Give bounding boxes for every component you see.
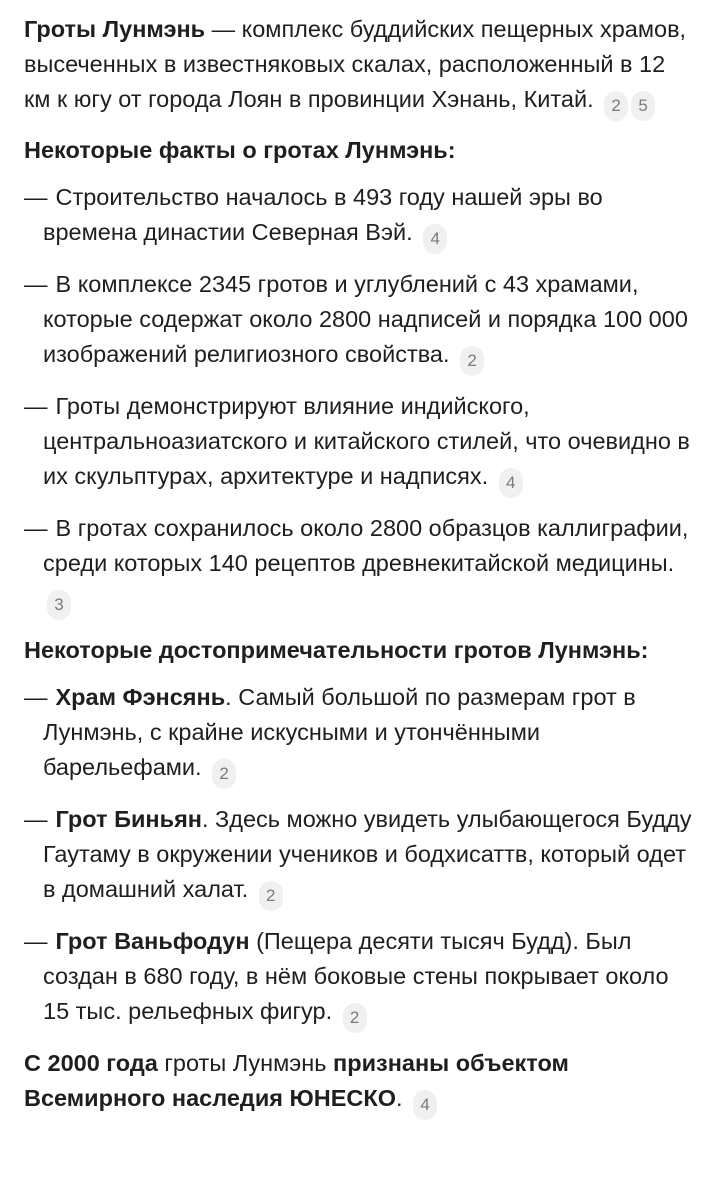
- source-ref-badge[interactable]: 4: [413, 1090, 437, 1120]
- fact-text: В комплексе 2345 гротов и углублений с 43 храмами, которые содержат около 2800 надписей и порядка 100 000 изображений религиозного свойства.: [43, 271, 688, 367]
- source-ref-badge[interactable]: 4: [499, 468, 523, 498]
- sight-text: (Пещера десяти тысяч Будд). Был создан в 680 году, в нём боковые стены покрывает около 15 тыс. рельефных фигур.: [43, 928, 669, 1024]
- source-ref-badge[interactable]: 3: [47, 590, 71, 620]
- sights-heading: Некоторые достопримечательности гротов Лунмэнь:: [24, 637, 649, 663]
- dash-bullet: —: [24, 271, 48, 297]
- dash-bullet: —: [24, 393, 48, 419]
- fact-text: Строительство началось в 493 году нашей эры во времена династии Северная Вэй.: [43, 184, 603, 245]
- source-ref-badge[interactable]: 4: [423, 224, 447, 254]
- sights-list: [24, 680, 696, 1033]
- conclusion-period: .: [396, 1085, 403, 1111]
- fact-text: В гротах сохранилось около 2800 образцов каллиграфии, среди которых 140 рецептов древнекитайской медицины.: [43, 515, 689, 576]
- list-item: [24, 924, 696, 1033]
- dash-bullet: —: [24, 515, 48, 541]
- list-item: [24, 802, 696, 911]
- dash-bullet: —: [24, 806, 48, 832]
- list-item: [24, 511, 696, 620]
- sight-text: . Здесь можно увидеть улыбающегося Будду Гаутаму в окружении учеников и бодхисаттв, который одет в домашний халат.: [43, 806, 692, 902]
- list-item: [24, 180, 696, 254]
- conclusion-bold-status: признаны объектом Всемирного наследия ЮНЕСКО: [24, 1050, 569, 1111]
- sight-name: Храм Фэнсянь: [55, 684, 226, 710]
- facts-heading: Некоторые факты о гротах Лунмэнь:: [24, 137, 456, 163]
- source-ref-badge[interactable]: 2: [604, 91, 628, 121]
- list-item: [24, 267, 696, 376]
- sight-name: Грот Биньян: [55, 806, 202, 832]
- intro-title: Гроты Лунмэнь: [24, 16, 206, 42]
- intro-paragraph: [24, 12, 696, 121]
- intro-text: — комплекс буддийских пещерных храмов, высеченных в известняковых скалах, расположенный в 12 км к югу от города Лоян в провинции Хэнань, Китай.: [24, 16, 687, 112]
- source-ref-badge[interactable]: 2: [212, 759, 236, 789]
- source-ref-badge[interactable]: 2: [460, 346, 484, 376]
- conclusion-paragraph: [24, 1046, 696, 1120]
- sight-text: . Самый большой по размерам грот в Лунмэнь, с крайне искусными и утончёнными барельефами.: [43, 684, 636, 780]
- list-item: [24, 389, 696, 498]
- source-ref-badge[interactable]: 2: [343, 1003, 367, 1033]
- source-ref-badge[interactable]: 5: [631, 91, 655, 121]
- dash-bullet: —: [24, 928, 48, 954]
- conclusion-bold-year: С 2000 года: [24, 1050, 158, 1076]
- dash-bullet: —: [24, 184, 48, 210]
- dash-bullet: —: [24, 684, 48, 710]
- source-ref-badge[interactable]: 2: [259, 881, 283, 911]
- fact-text: Гроты демонстрируют влияние индийского, центральноазиатского и китайского стилей, что очевидно в их скульптурах, архитектуре и надписях.: [43, 393, 690, 489]
- facts-list: [24, 180, 696, 620]
- list-item: [24, 680, 696, 789]
- conclusion-text: гроты Лунмэнь: [157, 1050, 334, 1076]
- sight-name: Грот Ваньфодун: [55, 928, 250, 954]
